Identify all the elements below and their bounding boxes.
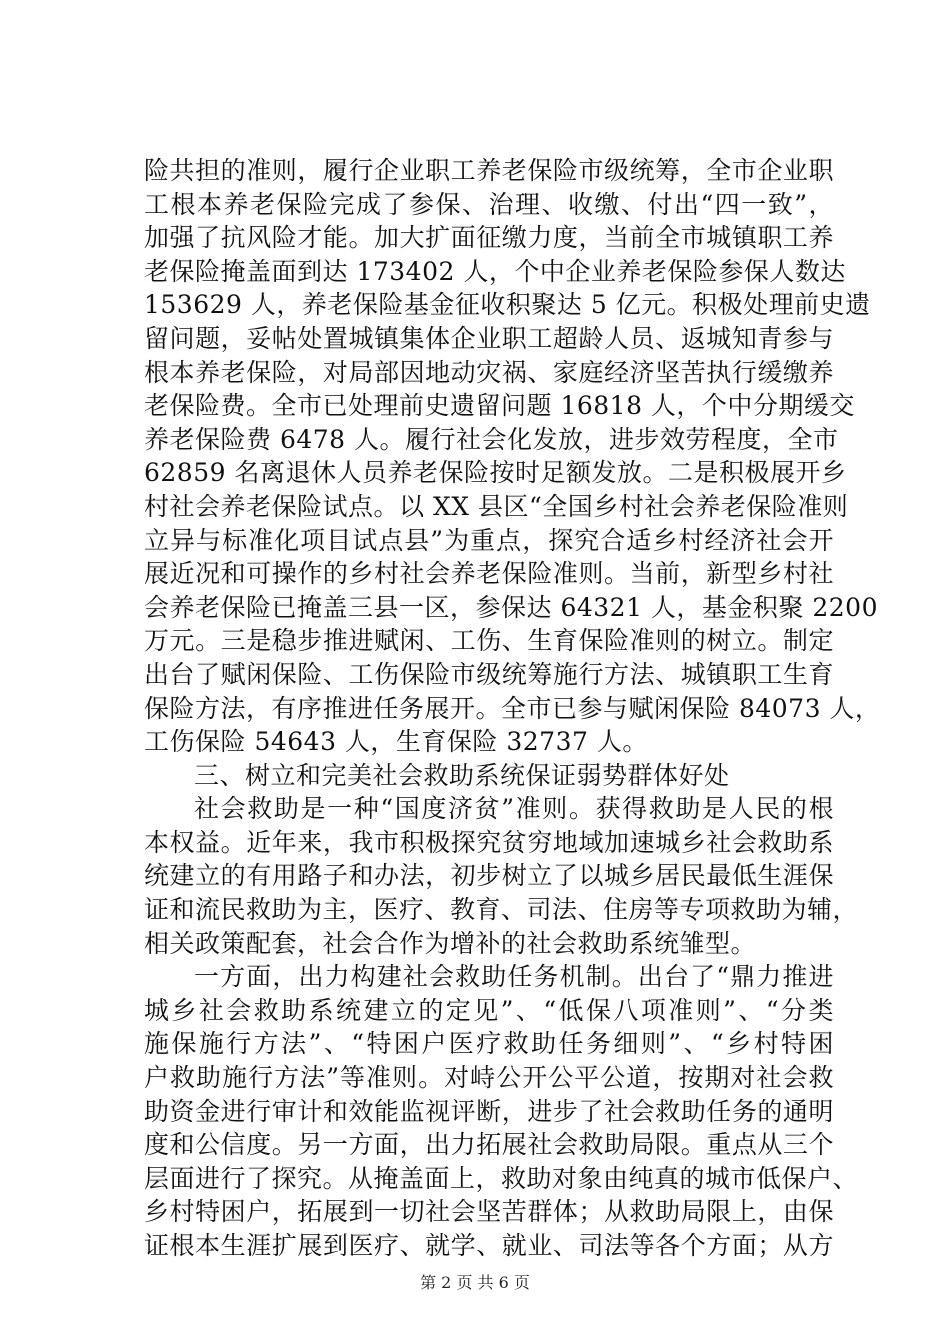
text-line: 养老保险费 6478 人。履行社会化发放，进步效劳程度，全市 bbox=[144, 424, 839, 454]
text-line: 助资金进行审计和效能监视评断，进步了社会救助任务的通明 bbox=[144, 1096, 834, 1126]
text-line: 统建立的有用路子和办法，初步树立了以城乡居民最低生涯保 bbox=[144, 861, 834, 891]
text-line: 工伤保险 54643 人，生育保险 32737 人。 bbox=[144, 727, 648, 757]
text-line: 社会救助是一种“国度济贫”准则。获得救助是人民的根 bbox=[194, 794, 834, 824]
body-text bbox=[144, 154, 881, 1263]
text-line: 留问题，妥帖处置城镇集体企业职工超龄人员、返城知青参与 bbox=[144, 323, 834, 353]
text-line: 工根本养老保险完成了参保、治理、收缴、付出“四一致”， bbox=[144, 189, 834, 219]
text-line: 城乡社会救助系统建立的定见”、“低保八项准则”、“分类 bbox=[144, 995, 834, 1025]
text-line: 一方面，出力构建社会救助任务机制。出台了“鼎力推进 bbox=[194, 962, 834, 992]
text-line: 施保施行方法”、“特困户医疗救助任务细则”、“乡村特困 bbox=[144, 1029, 834, 1059]
text-line: 相关政策配套，社会合作为增补的社会救助系统雏型。 bbox=[144, 928, 757, 958]
text-line: 立异与标准化项目试点县”为重点，探究合适乡村经济社会开 bbox=[144, 525, 834, 555]
text-line: 根本养老保险，对局部因地动灾祸、家庭经济坚苦执行缓缴养 bbox=[144, 357, 834, 387]
text-line: 户救助施行方法”等准则。对峙公开公平公道，按期对社会救 bbox=[144, 1063, 834, 1093]
text-line: 老保险掩盖面到达 173402 人，个中企业养老保险参保人数达 bbox=[144, 256, 846, 286]
text-line: 153629 人，养老保险基金征收积聚达 5 亿元。积极处理前史遗 bbox=[144, 290, 871, 320]
text-line: 出台了赋闲保险、工伤保险市级统筹施行方法、城镇职工生育 bbox=[144, 659, 834, 689]
text-line: 万元。三是稳步推进赋闲、工伤、生育保险准则的树立。制定 bbox=[144, 626, 834, 656]
text-line: 展近况和可操作的乡村社会养老保险准则。当前，新型乡村社 bbox=[144, 559, 834, 589]
text-line: 老保险费。全市已处理前史遗留问题 16818 人，个中分期缓交 bbox=[144, 391, 855, 421]
text-line: 本权益。近年来，我市积极探究贫穷地域加速城乡社会救助系 bbox=[144, 827, 834, 857]
text-line: 险共担的准则，履行企业职工养老保险市级统筹，全市企业职 bbox=[144, 156, 834, 185]
text-line: 加强了抗风险才能。加大扩面征缴力度，当前全市城镇职工养 bbox=[144, 223, 834, 253]
text-line: 度和公信度。另一方面，出力拓展社会救助局限。重点从三个 bbox=[144, 1130, 834, 1160]
text-line: 村社会养老保险试点。以 XX 县区“全国乡村社会养老保险准则 bbox=[144, 491, 849, 521]
text-line: 乡村特困户，拓展到一切社会坚苦群体；从救助局限上，由保 bbox=[144, 1197, 834, 1227]
text-line: 62859 名离退休人员养老保险按时足额发放。二是积极展开乡 bbox=[144, 458, 847, 488]
text-line: 层面进行了探究。从掩盖面上，救助对象由纯真的城市低保户、 bbox=[144, 1163, 859, 1193]
text-line: 证根本生涯扩展到医疗、就学、就业、司法等各个方面；从方 bbox=[144, 1231, 834, 1260]
section-heading: 三、树立和完美社会救助系统保证弱势群体好处 bbox=[194, 760, 730, 790]
page-number: 第 2 页 共 6 页 bbox=[420, 1273, 530, 1292]
text-line: 证和流民救助为主，医疗、教育、司法、住房等专项救助为辅， bbox=[144, 895, 859, 925]
text-line: 会养老保险已掩盖三县一区，参保达 64321 人，基金积聚 2200 bbox=[144, 592, 878, 622]
text-line: 保险方法，有序推进任务展开。全市已参与赋闲保险 84073 人， bbox=[144, 693, 881, 723]
